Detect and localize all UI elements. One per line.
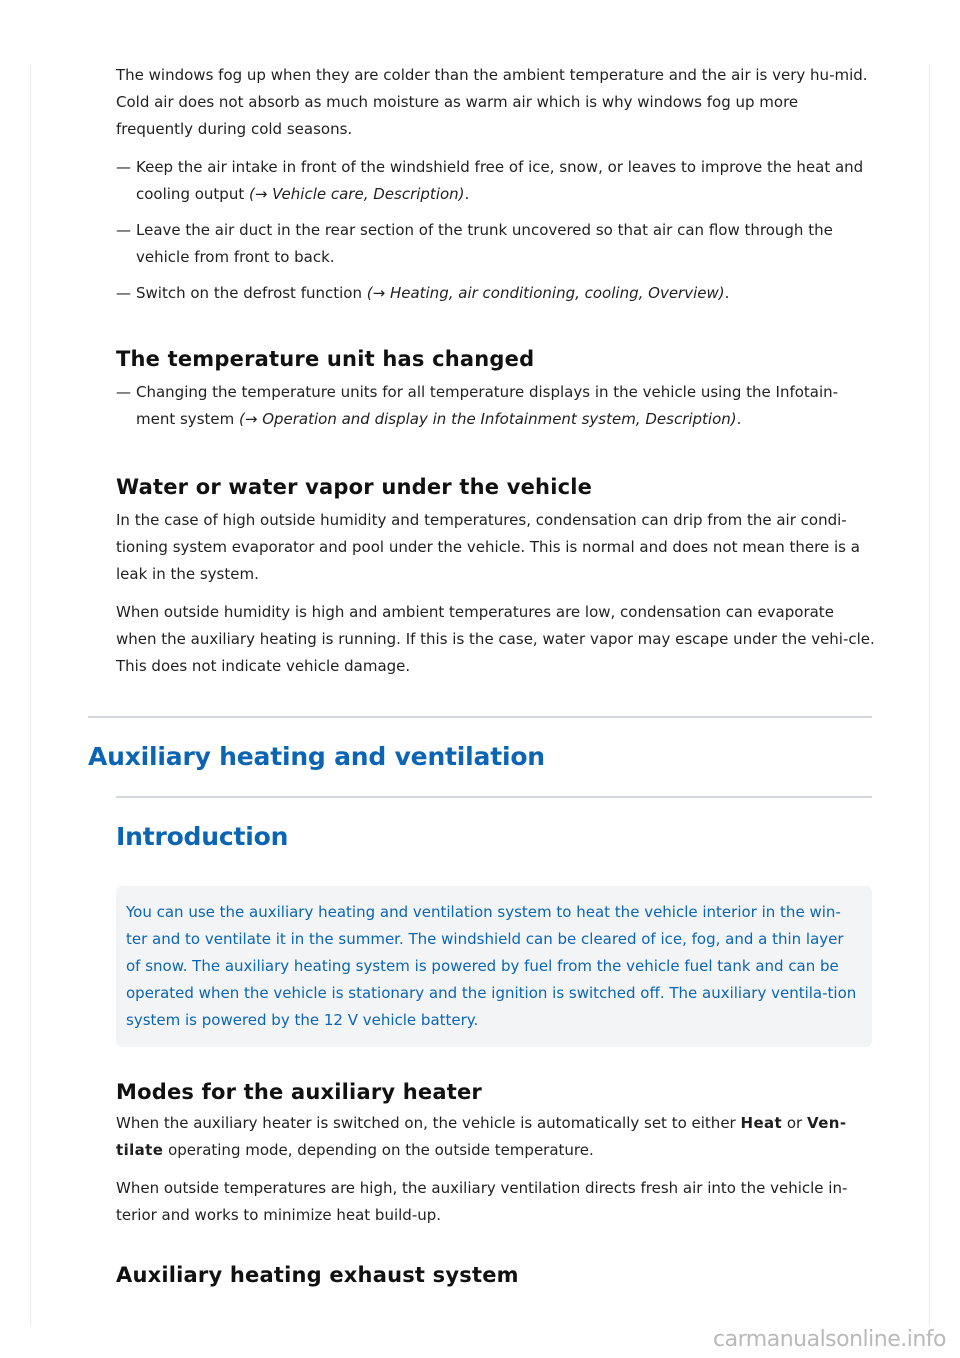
cross-reference-link[interactable]: (→ Heating, air conditioning, cooling, Overview) bbox=[366, 284, 725, 302]
condensation-paragraph: In the case of high outside humidity and temperatures, condensation can drip from the air condi-tioning system evaporator and pool under the vehicle. This is normal and does not mean there is a leak in the system. bbox=[116, 511, 860, 583]
site-watermark: carmanualsonline.info bbox=[713, 1327, 946, 1352]
ventilate-mode-label: Ven-tilate bbox=[116, 1114, 847, 1159]
ventilation-paragraph: When outside temperatures are high, the auxiliary ventilation directs fresh air into the vehicle in-terior and works to minimize heat build-up. bbox=[116, 1179, 848, 1224]
subsection-divider bbox=[116, 796, 872, 798]
water-vapor-heading: Water or water vapor under the vehicle bbox=[116, 475, 593, 499]
info-callout: You can use the auxiliary heating and ventilation system to heat the vehicle interior in the win-ter and to ventilate it in the summer. The windshield can be cleared of ice, fog, and a thin layer of snow. The auxiliary heating system is powered by fuel from the vehicle fuel tank and can be operated when the vehicle is stationary and the ignition is switched off. The auxiliary ventila-tion system is powered by the 12 V vehicle battery. bbox=[116, 886, 872, 1047]
modes-section bbox=[116, 1080, 876, 1287]
cross-reference-link[interactable]: (→ Operation and display in the Infotainment system, Description) bbox=[239, 410, 737, 428]
modes-heading: Modes for the auxiliary heater bbox=[116, 1080, 482, 1104]
fogging-paragraph: The windows fog up when they are colder than the ambient temperature and the air is very hu-mid. Cold air does not absorb as much moisture as warm air which is why windows fog up more frequently during cold seasons. bbox=[116, 66, 868, 138]
list-item: — Switch on the defrost function (→ Heating, air conditioning, cooling, Overview). bbox=[116, 280, 876, 307]
section-divider bbox=[88, 716, 872, 718]
section-title: Auxiliary heating and ventilation bbox=[88, 742, 545, 771]
modes-paragraph: When the auxiliary heater is switched on, the vehicle is automatically set to either Heat or Ven-tilate operating mode, depending on the outside temperature. bbox=[116, 1114, 847, 1159]
list-item: — Changing the temperature units for all temperature displays in the vehicle using the Infotain-ment system (→ Operation and display in the Infotainment system, Description). bbox=[116, 379, 876, 433]
dash-bullet: — bbox=[116, 158, 131, 176]
cross-reference-link[interactable]: (→ Vehicle care, Description) bbox=[248, 185, 465, 203]
dash-bullet: — bbox=[116, 284, 131, 302]
list-item: — Leave the air duct in the rear section of the trunk uncovered so that air can flow through the vehicle from front to back. bbox=[116, 217, 876, 271]
page-content bbox=[116, 62, 876, 691]
heat-mode-label: Heat bbox=[740, 1114, 783, 1132]
left-margin-rule bbox=[30, 64, 31, 1326]
exhaust-heading: Auxiliary heating exhaust system bbox=[116, 1263, 519, 1287]
list-item: — Keep the air intake in front of the windshield free of ice, snow, or leaves to improve the heat and cooling output (→ Vehicle care, Description). bbox=[116, 154, 876, 208]
temperature-unit-heading: The temperature unit has changed bbox=[116, 347, 535, 371]
introduction-title: Introduction bbox=[116, 822, 289, 851]
right-margin-rule bbox=[929, 64, 930, 1326]
evaporation-paragraph: When outside humidity is high and ambient temperatures are low, condensation can evaporate when the auxiliary heating is running. If this is the case, water vapor may escape under the vehi-cle. This does not indicate vehicle damage. bbox=[116, 603, 875, 675]
dash-bullet: — bbox=[116, 383, 131, 401]
dash-bullet: — bbox=[116, 221, 131, 239]
